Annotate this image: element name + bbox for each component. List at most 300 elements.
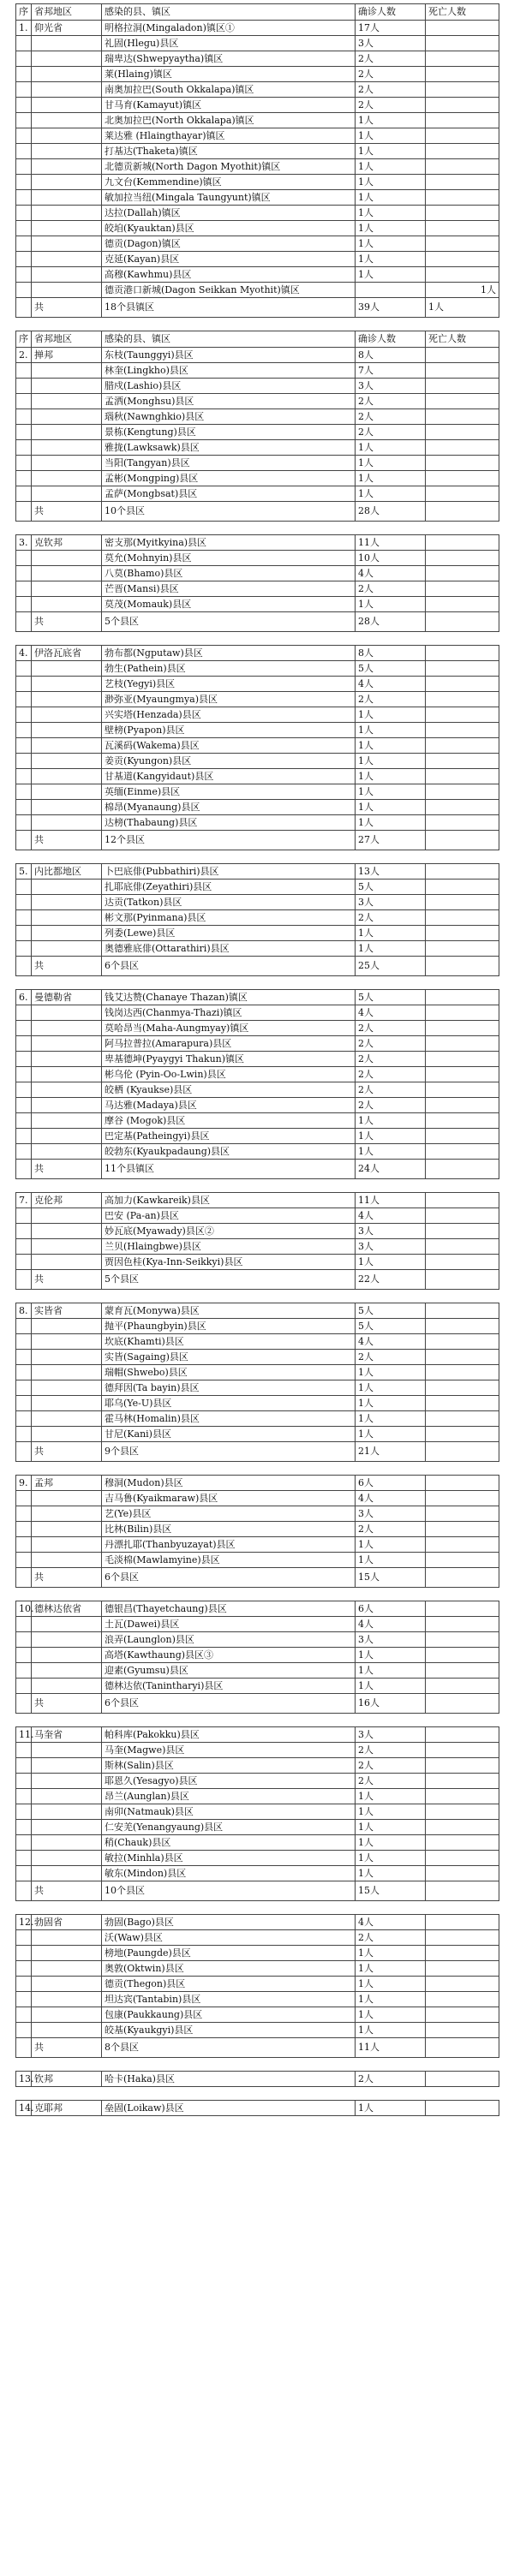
row-index [16,190,32,206]
row-province [32,159,102,175]
row-deaths [426,348,499,363]
row-district: 明格拉洞(Mingaladon)镇区① [102,21,356,36]
row-deaths [426,864,499,880]
row-district: 勃生(Pathein)县区 [102,661,356,677]
row-index [16,1021,32,1036]
table-row [16,252,499,267]
row-district: 甘尼(Kani)县区 [102,1427,356,1442]
row-deaths [426,738,499,754]
row-district: 德贡(Thegon)县区 [102,1977,356,1992]
row-district: 德贡港口新城(Dagon Seikkan Myothit)镇区 [102,283,356,298]
table-row [16,486,499,502]
table-row [16,1082,499,1098]
header-deaths: 死亡人数 [426,4,499,21]
header-row [16,331,499,348]
table-row [16,1319,499,1334]
row-deaths: 1人 [426,283,499,298]
row-deaths [426,1679,499,1694]
row-district: 妙瓦底(Myawady)县区② [102,1224,356,1239]
row-deaths [426,926,499,941]
row-province [32,1851,102,1866]
row-deaths [426,1537,499,1553]
row-index [16,1804,32,1820]
row-province [32,252,102,267]
row-confirmed: 2人 [356,1743,426,1758]
row-deaths [426,800,499,815]
row-district: 敏加拉当纽(Mingala Taungyunt)镇区 [102,190,356,206]
row-province [32,1820,102,1835]
table-row [16,815,499,831]
row-confirmed: 2人 [356,394,426,409]
row-district: 莫哈昂当(Maha-Aungmyay)镇区 [102,1021,356,1036]
row-deaths [426,661,499,677]
row-confirmed: 2人 [356,910,426,926]
row-district: 莱达雅 (Hlaingthayar)镇区 [102,128,356,144]
row-index [16,1617,32,1632]
table-row [16,190,499,206]
total-label: 共 [32,1442,102,1462]
row-province [32,581,102,597]
row-deaths [426,707,499,723]
table-row [16,2007,499,2023]
row-district: 吉马鲁(Kyaikmaraw)县区 [102,1491,356,1506]
row-index: 7. [16,1193,32,1208]
row-confirmed: 1人 [356,1804,426,1820]
row-index [16,566,32,581]
row-confirmed: 2人 [356,1021,426,1036]
row-province [32,2007,102,2023]
row-confirmed: 1人 [356,1648,426,1663]
row-district: 雅拢(Lawksawk)县区 [102,440,356,456]
total-deaths [426,1568,499,1588]
row-district: 瑙秋(Nawnghkio)县区 [102,409,356,425]
row-confirmed: 2人 [356,1930,426,1946]
total-confirmed: 15人 [356,1881,426,1901]
row-deaths [426,769,499,784]
row-province [32,1319,102,1334]
total-deaths [426,502,499,522]
row-deaths [426,1350,499,1365]
row-deaths [426,1820,499,1835]
row-index [16,1208,32,1224]
row-index [16,486,32,502]
row-province [32,1617,102,1632]
total-row [16,612,499,632]
total-index [16,612,32,632]
table-row [16,1506,499,1522]
row-index [16,677,32,692]
table-row [16,1679,499,1694]
row-confirmed: 1人 [356,471,426,486]
table-row [16,1380,499,1396]
table-row [16,1977,499,1992]
row-index [16,113,32,128]
row-deaths [426,1303,499,1319]
row-index [16,1052,32,1067]
row-deaths [426,1961,499,1977]
section-table [15,645,499,850]
row-confirmed: 1人 [356,815,426,831]
row-district: 昂兰(Aunglan)县区 [102,1789,356,1804]
row-confirmed: 1人 [356,2023,426,2038]
row-confirmed: 3人 [356,1224,426,1239]
row-confirmed: 3人 [356,895,426,910]
total-confirmed: 39人 [356,298,426,318]
row-confirmed: 2人 [356,1067,426,1082]
total-district-count: 6个县区 [102,1694,356,1714]
total-deaths [426,2038,499,2058]
table-row [16,535,499,551]
table-row [16,21,499,36]
row-district: 北奥加拉巴(North Okkalapa)镇区 [102,113,356,128]
row-deaths [426,1365,499,1380]
total-deaths [426,957,499,976]
row-confirmed: 1人 [356,707,426,723]
total-label: 共 [32,612,102,632]
table-row [16,707,499,723]
row-province [32,1067,102,1082]
row-district: 林奎(Lingkho)县区 [102,363,356,379]
row-confirmed: 7人 [356,363,426,379]
table-row [16,471,499,486]
row-province [32,1427,102,1442]
row-index [16,283,32,298]
table-row [16,1224,499,1239]
row-confirmed: 1人 [356,754,426,769]
row-district: 沃(Waw)县区 [102,1930,356,1946]
row-district: 达榜(Thabaung)县区 [102,815,356,831]
row-province: 克耶邦 [32,2101,102,2116]
row-province [32,409,102,425]
row-deaths [426,1380,499,1396]
row-deaths [426,1915,499,1930]
row-province [32,784,102,800]
row-confirmed: 3人 [356,1632,426,1648]
table-row [16,941,499,957]
row-confirmed: 5人 [356,661,426,677]
row-index [16,692,32,707]
row-district: 九文台(Kemmendine)镇区 [102,175,356,190]
row-district: 摩谷 (Mogok)县区 [102,1113,356,1129]
row-index [16,221,32,236]
table-row [16,1129,499,1144]
row-province [32,1082,102,1098]
table-row [16,1005,499,1021]
row-district: 巴定基(Patheingyi)县区 [102,1129,356,1144]
row-confirmed: 1人 [356,1679,426,1694]
table-row [16,597,499,612]
row-index [16,1866,32,1881]
row-deaths [426,1743,499,1758]
table-row [16,1021,499,1036]
total-index [16,298,32,318]
row-confirmed: 1人 [356,784,426,800]
row-confirmed: 1人 [356,113,426,128]
row-index [16,1082,32,1098]
row-index [16,36,32,51]
total-row [16,1881,499,1901]
row-index [16,1946,32,1961]
row-index [16,409,32,425]
row-province [32,67,102,82]
row-index [16,941,32,957]
row-confirmed: 1人 [356,1113,426,1129]
row-confirmed: 1人 [356,1789,426,1804]
table-row [16,175,499,190]
table-row [16,409,499,425]
row-province [32,551,102,566]
row-confirmed: 4人 [356,1208,426,1224]
row-province [32,1224,102,1239]
row-confirmed: 4人 [356,1005,426,1021]
row-province [32,1380,102,1396]
table-row [16,1193,499,1208]
row-district: 景栋(Kengtung)县区 [102,425,356,440]
total-confirmed: 28人 [356,502,426,522]
row-province [32,206,102,221]
row-index [16,1411,32,1427]
row-deaths [426,159,499,175]
row-province [32,456,102,471]
row-index: 9. [16,1476,32,1491]
row-confirmed: 1人 [356,1411,426,1427]
total-district-count: 5个县区 [102,612,356,632]
table-row [16,1961,499,1977]
section-table [15,1192,499,1290]
table-row [16,1522,499,1537]
row-confirmed: 1人 [356,941,426,957]
row-province [32,566,102,581]
row-province [32,394,102,409]
row-district: 彬文那(Pyinmana)县区 [102,910,356,926]
row-deaths [426,1239,499,1255]
table-row [16,800,499,815]
total-label: 共 [32,1160,102,1179]
row-confirmed: 2人 [356,425,426,440]
row-deaths [426,471,499,486]
row-district: 贾因色桂(Kya-Inn-Seikkyi)县区 [102,1255,356,1270]
row-province: 伊洛瓦底省 [32,646,102,661]
total-label: 共 [32,1568,102,1588]
table-row [16,1144,499,1160]
row-province [32,1144,102,1160]
row-province [32,440,102,456]
row-confirmed: 1人 [356,1537,426,1553]
row-province [32,1992,102,2007]
row-district: 姜贡(Kyungon)县区 [102,754,356,769]
total-deaths [426,1694,499,1714]
row-index [16,1365,32,1380]
row-province [32,1098,102,1113]
row-confirmed: 4人 [356,1915,426,1930]
row-index [16,128,32,144]
row-district: 孟洒(Monghsu)县区 [102,394,356,409]
row-district: 北德贡新城(North Dagon Myothit)镇区 [102,159,356,175]
row-deaths [426,1491,499,1506]
table-row [16,1804,499,1820]
row-deaths [426,646,499,661]
table-row [16,895,499,910]
row-index [16,551,32,566]
table-row [16,723,499,738]
row-deaths [426,2072,499,2087]
table-row [16,880,499,895]
section-table [15,2071,499,2087]
row-index [16,1224,32,1239]
table-row [16,67,499,82]
row-district: 勃布都(Ngputaw)县区 [102,646,356,661]
table-row [16,738,499,754]
row-confirmed: 5人 [356,1319,426,1334]
row-deaths [426,486,499,502]
table-row [16,113,499,128]
row-province [32,175,102,190]
row-confirmed [356,283,426,298]
row-deaths [426,941,499,957]
row-district: 勃固(Bago)县区 [102,1915,356,1930]
total-label: 共 [32,298,102,318]
row-confirmed: 1人 [356,1255,426,1270]
row-confirmed: 1人 [356,597,426,612]
row-deaths [426,1144,499,1160]
row-province [32,1129,102,1144]
row-deaths [426,1319,499,1334]
row-district: 迎素(Gyumsu)县区 [102,1663,356,1679]
row-index [16,1977,32,1992]
row-confirmed: 1人 [356,175,426,190]
total-label: 共 [32,957,102,976]
row-index [16,1743,32,1758]
row-index [16,159,32,175]
row-index [16,67,32,82]
table-row [16,581,499,597]
row-deaths [426,581,499,597]
total-district-count: 10个县区 [102,1881,356,1901]
table-row [16,1427,499,1442]
row-province [32,1866,102,1881]
table-row [16,348,499,363]
row-district: 莫允(Mohnyin)县区 [102,551,356,566]
row-province [32,363,102,379]
row-district: 莫茂(Momauk)县区 [102,597,356,612]
row-index [16,1648,32,1663]
row-province [32,754,102,769]
row-province [32,1743,102,1758]
section-table [15,1475,499,1588]
section-table [15,3,499,318]
total-label: 共 [32,1881,102,1901]
row-confirmed: 2人 [356,409,426,425]
row-confirmed: 1人 [356,1851,426,1866]
total-deaths: 1人 [426,298,499,318]
row-confirmed: 1人 [356,190,426,206]
row-deaths [426,815,499,831]
row-index [16,1239,32,1255]
row-province [32,910,102,926]
table-row [16,128,499,144]
row-deaths [426,677,499,692]
row-deaths [426,409,499,425]
row-index: 13. [16,2072,32,2087]
row-index [16,754,32,769]
row-deaths [426,1005,499,1021]
row-district: 抛平(Phaungbyin)县区 [102,1319,356,1334]
row-district: 德林达依(Tanintharyi)县区 [102,1679,356,1694]
row-province [32,1208,102,1224]
section-table [15,2100,499,2116]
table-row [16,910,499,926]
total-district-count: 5个县区 [102,1270,356,1290]
row-confirmed: 1人 [356,1835,426,1851]
row-province [32,1961,102,1977]
row-confirmed: 1人 [356,1820,426,1835]
total-index [16,831,32,850]
row-province [32,36,102,51]
row-deaths [426,456,499,471]
row-province [32,425,102,440]
row-province [32,1648,102,1663]
table-row [16,1727,499,1743]
row-confirmed: 11人 [356,1193,426,1208]
row-district: 耶乌(Ye-U)县区 [102,1396,356,1411]
row-confirmed: 3人 [356,1727,426,1743]
table-row [16,1208,499,1224]
row-district: 坎底(Khamti)县区 [102,1334,356,1350]
row-index [16,471,32,486]
row-index: 2. [16,348,32,363]
table-row [16,1663,499,1679]
row-deaths [426,379,499,394]
total-row [16,298,499,318]
row-district: 壁榜(Pyapon)县区 [102,723,356,738]
row-district: 巴安 (Pa-an)县区 [102,1208,356,1224]
table-row [16,1758,499,1774]
row-confirmed: 4人 [356,566,426,581]
row-confirmed: 3人 [356,1239,426,1255]
table-row [16,221,499,236]
row-confirmed: 1人 [356,1977,426,1992]
row-province [32,1632,102,1648]
row-deaths [426,2023,499,2038]
row-confirmed: 2人 [356,1774,426,1789]
row-district: 穆洞(Mudon)县区 [102,1476,356,1491]
table-row [16,769,499,784]
total-row [16,957,499,976]
row-deaths [426,51,499,67]
row-province: 内比都地区 [32,864,102,880]
row-province [32,486,102,502]
row-index [16,2007,32,2023]
row-index [16,206,32,221]
row-district: 皎栖 (Kyaukse)县区 [102,1082,356,1098]
row-index [16,1553,32,1568]
header-district: 感染的县、镇区 [102,331,356,348]
total-confirmed: 22人 [356,1270,426,1290]
total-district-count: 18个县镇区 [102,298,356,318]
row-deaths [426,1553,499,1568]
row-province [32,661,102,677]
row-province [32,1113,102,1129]
row-district: 皎垍(Kyauktan)县区 [102,221,356,236]
row-deaths [426,1021,499,1036]
row-district: 芒晋(Mansi)县区 [102,581,356,597]
row-index [16,800,32,815]
row-confirmed: 1人 [356,236,426,252]
row-confirmed: 2人 [356,1036,426,1052]
section-table [15,1726,499,1901]
total-district-count: 12个县区 [102,831,356,850]
row-province [32,1537,102,1553]
